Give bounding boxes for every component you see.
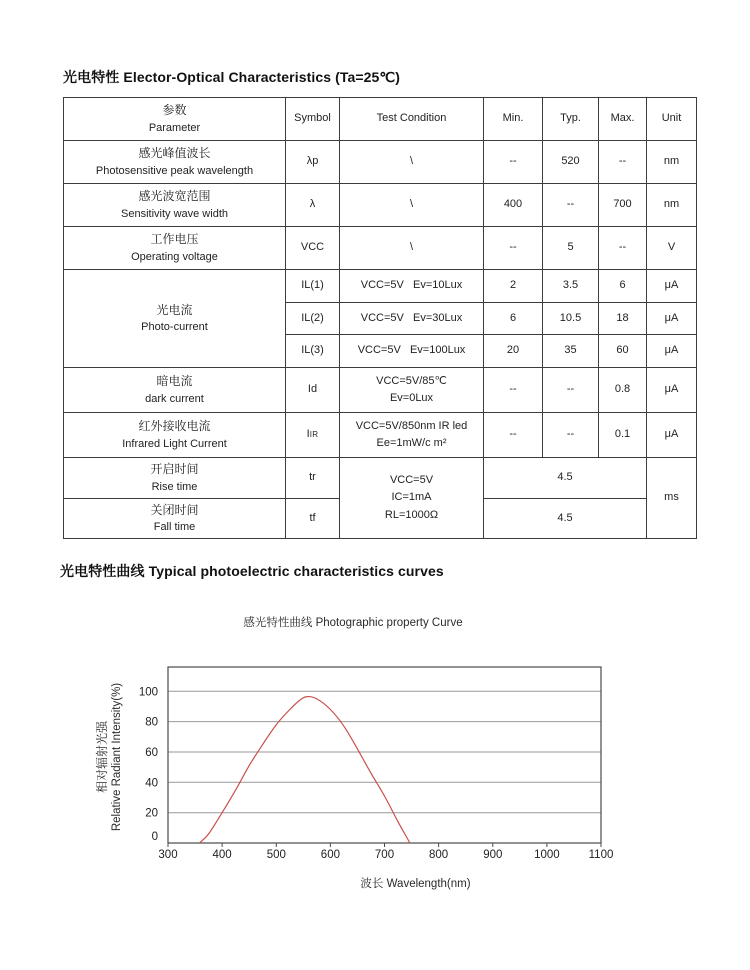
cell-wave-width-unit: nm — [647, 184, 697, 227]
y-tick-label-60: 60 — [145, 747, 158, 759]
header-unit: Unit — [647, 98, 697, 141]
cell-time-shared-condition — [340, 458, 484, 539]
cell-peak-wavelength-unit: nm — [647, 141, 697, 184]
header-parameter-zh: 参数 — [162, 103, 187, 118]
cell-rise-time-value: 4.5 — [484, 458, 647, 499]
chart-title: 感光特性曲线 Photographic property Curve — [243, 617, 463, 629]
cell-operating-voltage-max: -- — [599, 227, 647, 270]
cell-infrared-current-condition — [340, 413, 484, 458]
cell-il2-typ: 10.5 — [543, 303, 599, 335]
cell-time-shared-unit: ms — [647, 458, 697, 539]
wave-width-zh: 感光波宽范围 — [138, 189, 211, 204]
cell-il3-max: 60 — [599, 335, 647, 368]
cell-il1-condition: VCC=5V Ev=10Lux — [340, 270, 484, 303]
cell-infrared-current-min: -- — [484, 413, 543, 458]
rise-time-en: Rise time — [151, 480, 198, 493]
cell-infrared-current-parameter — [64, 413, 286, 458]
x-tick-label-600: 600 — [320, 849, 340, 861]
electro-optical-characteristics-table — [63, 97, 697, 539]
row-dark-current — [64, 368, 697, 413]
peak-wavelength-zh: 感光峰值波长 — [138, 146, 211, 161]
cell-dark-current-unit: μA — [647, 368, 697, 413]
cell-dark-current-min: -- — [484, 368, 543, 413]
x-axis-label: 波长 Wavelength(nm) — [360, 878, 471, 890]
photo-current-zh: 光电流 — [156, 302, 193, 317]
operating-voltage-en: Operating voltage — [131, 250, 218, 263]
cell-fall-time-value: 4.5 — [484, 499, 647, 539]
cell-photo-current-parameter — [64, 270, 286, 368]
cell-il3-condition: VCC=5V Ev=100Lux — [340, 335, 484, 368]
cell-wave-width-min: 400 — [484, 184, 543, 227]
infrared-condition-line1: VCC=5V/850nm IR led — [355, 419, 468, 432]
cell-infrared-current-symbol — [286, 413, 340, 458]
y-tick-label-80: 80 — [145, 716, 158, 729]
cell-infrared-current-max: 0.1 — [599, 413, 647, 458]
cell-peak-wavelength-min: -- — [484, 141, 543, 184]
rise-time-zh: 开启时间 — [150, 462, 199, 477]
header-max: Max. — [599, 98, 647, 141]
cell-peak-wavelength-parameter — [64, 141, 286, 184]
cell-operating-voltage-parameter — [64, 227, 286, 270]
y-tick-label-100: 100 — [138, 686, 158, 699]
x-tick-label-800: 800 — [429, 849, 449, 861]
dark-current-condition-line1: VCC=5V/85℃ — [376, 374, 447, 387]
y-axis-label-en: Relative Radiant Intensity(%) — [111, 682, 123, 832]
header-min: Min. — [484, 98, 543, 141]
x-tick-label-1000: 1000 — [534, 849, 560, 861]
x-tick-label-900: 900 — [483, 849, 503, 861]
x-tick-label-400: 400 — [212, 849, 232, 861]
photographic-property-curve-chart — [0, 596, 750, 906]
row-infrared-current — [64, 413, 697, 458]
time-condition-line1: VCC=5V — [389, 474, 434, 487]
dark-current-en: dark current — [145, 392, 204, 405]
cell-il3-symbol: IL(3) — [286, 335, 340, 368]
cell-wave-width-typ: -- — [543, 184, 599, 227]
infrared-current-en: Infrared Light Current — [122, 437, 227, 450]
infrared-symbol-main: I — [306, 428, 310, 441]
y-tick-label-0: 0 — [151, 831, 158, 843]
time-condition-line3: RL=1000Ω — [384, 508, 439, 521]
cell-il2-min: 6 — [484, 303, 543, 335]
cell-operating-voltage-condition: \ — [340, 227, 484, 270]
cell-fall-time-parameter — [64, 499, 286, 539]
table-header-row — [64, 98, 697, 141]
cell-peak-wavelength-max: -- — [599, 141, 647, 184]
peak-wavelength-en: Photosensitive peak wavelength — [95, 164, 254, 177]
cell-dark-current-typ: -- — [543, 368, 599, 413]
cell-il3-typ: 35 — [543, 335, 599, 368]
cell-il2-max: 18 — [599, 303, 647, 335]
cell-il3-min: 20 — [484, 335, 543, 368]
cell-operating-voltage-symbol: VCC — [286, 227, 340, 270]
cell-il2-condition: VCC=5V Ev=30Lux — [340, 303, 484, 335]
infrared-condition-line2: Ee=1mW/c m² — [376, 437, 447, 449]
header-parameter-en: Parameter — [148, 121, 201, 134]
plot-border — [168, 667, 601, 843]
section-title-electro-optical-characteristics: 光电特性 Elector-Optical Characteristics (Ta=25℃) — [63, 69, 401, 85]
y-tick-label-40: 40 — [145, 777, 158, 790]
x-tick-label-700: 700 — [374, 849, 395, 861]
row-photo-current-il1 — [64, 270, 697, 303]
cell-infrared-current-typ: -- — [543, 413, 599, 458]
header-symbol: Symbol — [286, 98, 340, 141]
cell-il1-unit: μA — [647, 270, 697, 303]
row-wave-width — [64, 184, 697, 227]
cell-il1-symbol: IL(1) — [286, 270, 340, 303]
header-parameter — [64, 98, 286, 141]
cell-dark-current-condition — [340, 368, 484, 413]
cell-peak-wavelength-typ: 520 — [543, 141, 599, 184]
fall-time-zh: 关闭时间 — [150, 502, 199, 517]
cell-dark-current-symbol: Id — [286, 368, 340, 413]
cell-il2-symbol: IL(2) — [286, 303, 340, 335]
header-typ: Typ. — [543, 98, 599, 141]
row-rise-time — [64, 458, 697, 499]
row-peak-wavelength — [64, 141, 697, 184]
x-tick-label-500: 500 — [266, 849, 286, 861]
row-operating-voltage — [64, 227, 697, 270]
cell-il2-unit: μA — [647, 303, 697, 335]
cell-operating-voltage-min: -- — [484, 227, 543, 270]
cell-fall-time-symbol: tf — [286, 499, 340, 539]
infrared-symbol-sub: IR — [309, 430, 319, 440]
cell-operating-voltage-unit: V — [647, 227, 697, 270]
time-condition-line2: IC=1mA — [391, 491, 432, 504]
cell-peak-wavelength-condition: \ — [340, 141, 484, 184]
dark-current-zh: 暗电流 — [156, 374, 193, 389]
operating-voltage-zh: 工作电压 — [150, 232, 199, 247]
cell-il1-max: 6 — [599, 270, 647, 303]
spectral-response-curve — [199, 697, 410, 843]
y-axis-label-zh: 相对辐射光强 — [95, 721, 109, 794]
cell-il3-unit: μA — [647, 335, 697, 368]
photo-current-en: Photo-current — [141, 321, 208, 334]
infrared-current-zh: 红外接收电流 — [138, 419, 211, 434]
fall-time-en: Fall time — [153, 521, 196, 534]
cell-rise-time-symbol: tr — [286, 458, 340, 499]
cell-dark-current-parameter — [64, 368, 286, 413]
cell-dark-current-max: 0.8 — [599, 368, 647, 413]
cell-wave-width-parameter — [64, 184, 286, 227]
dark-current-condition-line2: Ev=0Lux — [389, 392, 434, 404]
wave-width-en: Sensitivity wave width — [121, 207, 228, 220]
cell-peak-wavelength-symbol: λp — [286, 141, 340, 184]
cell-wave-width-condition: \ — [340, 184, 484, 227]
cell-rise-time-parameter — [64, 458, 286, 499]
cell-il1-typ: 3.5 — [543, 270, 599, 303]
header-test-condition: Test Condition — [340, 98, 484, 141]
section-title-photoelectric-curves: 光电特性曲线 Typical photoelectric characteristics curves — [60, 563, 444, 579]
cell-wave-width-max: 700 — [599, 184, 647, 227]
x-tick-label-300: 300 — [158, 849, 178, 861]
x-tick-label-1100: 1100 — [588, 849, 614, 861]
cell-wave-width-symbol: λ — [286, 184, 340, 227]
cell-infrared-current-unit: μA — [647, 413, 697, 458]
cell-il1-min: 2 — [484, 270, 543, 303]
y-tick-label-20: 20 — [145, 807, 158, 820]
cell-operating-voltage-typ: 5 — [543, 227, 599, 270]
